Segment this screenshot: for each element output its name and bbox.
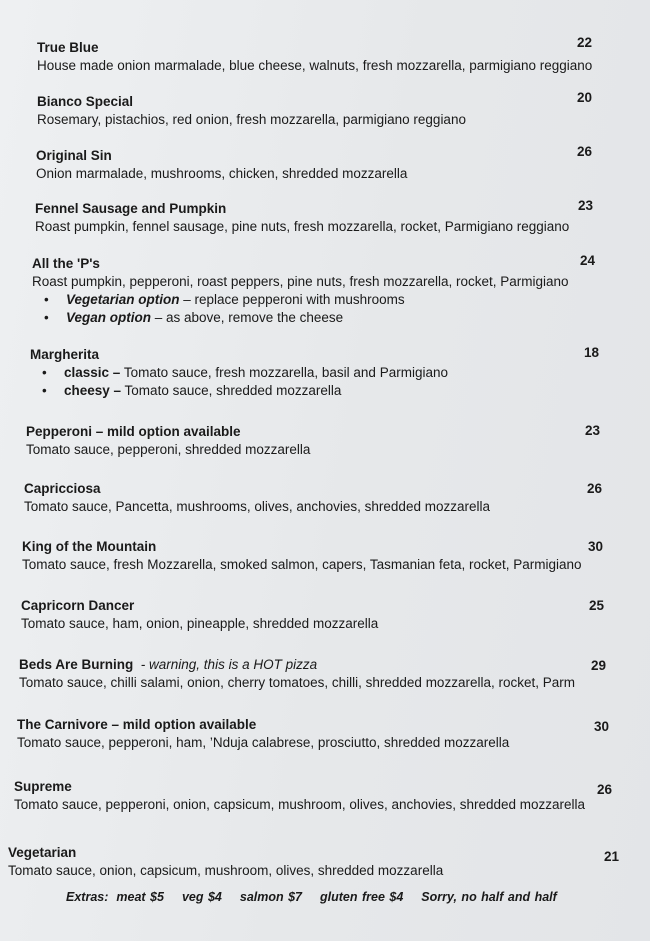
option-item: • Vegan option – as above, remove the cheese — [44, 310, 344, 325]
item-name: True Blue — [37, 40, 99, 55]
item-description: Onion marmalade, mushrooms, chicken, shredded mozzarella — [36, 166, 408, 181]
menu-item-supreme — [14, 779, 585, 812]
extras-salmon: salmon $7 — [239, 890, 303, 904]
item-price: 25 — [589, 598, 605, 613]
menu-item-capricciosa — [24, 481, 490, 514]
item-description: Tomato sauce, fresh Mozzarella, smoked salmon, capers, Tasmanian feta, rocket, Parmigiano — [22, 557, 582, 572]
item-name: Vegetarian — [8, 845, 77, 860]
item-price: 18 — [584, 345, 600, 360]
item-price: 26 — [587, 481, 603, 496]
option-item: • cheesy – Tomato sauce, shredded mozzarella — [42, 383, 342, 398]
item-description: Tomato sauce, Pancetta, mushrooms, olives, anchovies, shredded mozzarella — [24, 499, 490, 514]
menu-item-vegetarian — [8, 845, 443, 878]
menu-item-margherita — [30, 347, 448, 398]
extras-gluten-free: gluten free $4 — [320, 890, 404, 904]
item-description: Tomato sauce, onion, capsicum, mushroom, olives, shredded mozzarella — [8, 863, 444, 878]
item-price: 24 — [580, 253, 596, 268]
menu-item-fennel-sausage — [35, 201, 569, 234]
item-name: Beds Are Burning - warning, this is a HOT pizza — [19, 657, 318, 672]
item-price: 26 — [577, 144, 593, 159]
extras-label: Extras: — [66, 890, 109, 904]
item-description: Tomato sauce, pepperoni, onion, capsicum, mushroom, olives, anchovies, shredded mozzarella — [14, 797, 586, 812]
item-name: Fennel Sausage and Pumpkin — [35, 201, 227, 216]
item-description: Rosemary, pistachios, red onion, fresh mozzarella, parmigiano reggiano — [37, 112, 466, 127]
extras-veg: veg $4 — [181, 890, 222, 904]
item-name: Original Sin — [36, 148, 112, 163]
menu-item-original-sin — [36, 148, 407, 181]
item-description: Tomato sauce, pepperoni, ham, ’Nduja calabrese, prosciutto, shredded mozzarella — [17, 735, 510, 750]
item-name: King of the Mountain — [22, 539, 157, 554]
item-price: 22 — [577, 35, 593, 50]
item-name: Capricorn Dancer — [21, 598, 135, 613]
item-price: 23 — [578, 198, 594, 213]
item-description: Roast pumpkin, pepperoni, roast peppers, pine nuts, fresh mozzarella, rocket, Parmigiano — [32, 274, 569, 289]
item-description: Tomato sauce, ham, onion, pineapple, shredded mozzarella — [21, 616, 379, 631]
item-name: Margherita — [30, 347, 100, 362]
menu-item-all-the-ps — [32, 256, 569, 325]
item-description: Tomato sauce, pepperoni, shredded mozzarella — [26, 442, 311, 457]
item-name: Pepperoni – mild option available — [26, 424, 241, 439]
menu-item-pepperoni — [26, 424, 310, 457]
item-note: - warning, this is a HOT pizza — [140, 657, 318, 672]
item-description: House made onion marmalade, blue cheese, walnuts, fresh mozzarella, parmigiano reggiano — [37, 58, 593, 73]
item-price: 20 — [577, 90, 593, 105]
item-name: Bianco Special — [37, 94, 134, 109]
extras-meat: meat $5 — [116, 890, 164, 904]
item-price: 29 — [591, 658, 607, 673]
item-price: 30 — [594, 719, 610, 734]
item-name: Capricciosa — [24, 481, 101, 496]
menu-item-beds-are-burning — [19, 657, 575, 690]
option-item: • Vegetarian option – replace pepperoni with mushrooms — [44, 292, 405, 307]
item-description: Tomato sauce, chilli salami, onion, cherry tomatoes, chilli, shredded mozzarella, rocket, Parm — [19, 675, 575, 690]
item-description: Roast pumpkin, fennel sausage, pine nuts, fresh mozzarella, rocket, Parmigiano reggiano — [35, 219, 570, 234]
menu-item-king-of-the-mountain — [22, 539, 582, 572]
menu-item-capricorn-dancer — [21, 598, 378, 631]
item-price: 21 — [604, 849, 620, 864]
option-list — [30, 365, 448, 398]
item-name: The Carnivore – mild option available — [17, 717, 257, 732]
item-price: 23 — [585, 423, 601, 438]
menu-item-bianco-special — [37, 94, 466, 127]
item-price: 30 — [588, 539, 604, 554]
extras-half-and-half: Sorry, no half and half — [421, 890, 557, 904]
option-item: • classic – Tomato sauce, fresh mozzarella, basil and Parmigiano — [42, 365, 448, 380]
item-name: Supreme — [14, 779, 72, 794]
item-name: All the 'P's — [32, 256, 100, 271]
option-list — [32, 292, 569, 325]
menu-item-the-carnivore — [17, 717, 509, 750]
menu-item-true-blue — [37, 40, 592, 73]
extras-line — [66, 890, 557, 904]
item-price: 26 — [597, 782, 613, 797]
